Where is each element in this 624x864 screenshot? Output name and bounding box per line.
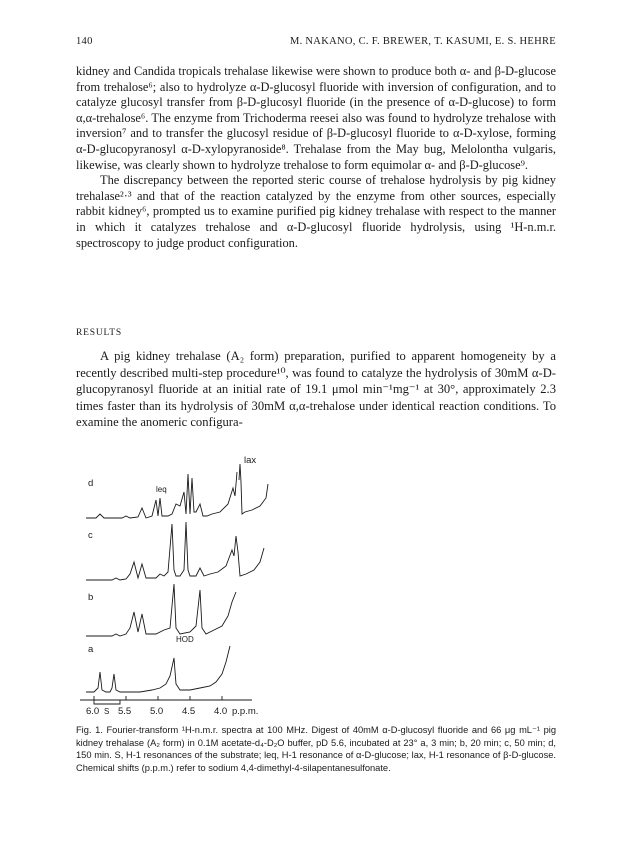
tick-label-6-0: 6.0 [86, 706, 100, 717]
tick-label-5-5: 5.5 [118, 706, 132, 717]
peak-label-leq: leq [156, 485, 167, 494]
spectrum-trace-b [86, 584, 236, 636]
running-head-authors: M. NAKANO, C. F. BREWER, T. KASUMI, E. S. HEHRE [289, 36, 556, 47]
spectrum-trace-d [86, 472, 237, 518]
running-head [76, 36, 556, 52]
paragraph-discrepancy: The discrepancy between the reported steric course of trehalose hydrolysis by pig kidney trehalase²·³ and that of the reaction catalyzed by the enzyme from other sources, especially rabbit kidney⁶, prompted us to examine purified pig kidney trehalase with respect to the manner in which it catalyzes trehalose and α-D-glucosyl fluoride hydrolysis, using ¹H-n.m.r. spectroscopy to judge product configuration. [76, 173, 556, 250]
page-number: 140 [76, 36, 93, 47]
peak-label-lax: lax [244, 455, 257, 466]
trace-label-c: c [88, 530, 93, 541]
nmr-spectra-plot [60, 452, 360, 724]
section-heading-results: RESULTS [76, 328, 122, 338]
tick-label-4-5: 4.5 [182, 706, 196, 717]
axis-unit-ppm: p.p.m. [232, 706, 259, 717]
substrate-bracket [94, 700, 120, 704]
peak-label-hod: HOD [176, 635, 194, 644]
paragraph-intro-continued: kidney and Candida tropicals trehalase likewise were shown to produce both α- and β-D-glucose from trehalose⁶; also to hydrolyze α-D-glucosyl fluoride with inversion of configuration, and to catalyze glucosyl transfer from β-D-glucosyl fluoride (in the presence of α-D-glucose) to form α,α-trehalose⁶. The enzyme from Trichoderma reesei also was found to hydrolyze trehalose with inversion⁷ and to transfer the glucosyl residue of β-D-glucosyl fluoride to α-D-xylose, forming α-D-glucopyranosyl α-D-xylopyranoside⁸. Trehalase from the May bug, Melolontha vulgaris, likewise, was clearly shown to hydrolyze trehalose to form equimolar α- and β-D-glucose⁹. [76, 64, 556, 172]
spectrum-trace-c [86, 522, 264, 580]
paragraph-results: A pig kidney trehalase (A₂ form) preparation, purified to apparent homogeneity by a recently described multi-step procedure¹⁰, was found to catalyze the hydrolysis of 30mM α-D-glucopyranosyl fluoride at an initial rate of 19.1 μmol min⁻¹mg⁻¹ at 30°, approximately 2.3 times faster than its hydrolysis of 30mM α,α-trehalose under identical reaction conditions. To examine the anomeric configura- [76, 349, 556, 429]
tick-label-4-0: 4.0 [214, 706, 228, 717]
peak-label-s: S [104, 707, 110, 716]
trace-label-a: a [88, 644, 94, 655]
spectrum-trace-a [86, 646, 230, 692]
tick-label-5-0: 5.0 [150, 706, 164, 717]
spectrum-trace-d-tail [239, 464, 268, 514]
body-text [76, 64, 556, 251]
figure-nmr-spectra [60, 452, 360, 724]
figure-caption: Fig. 1. Fourier-transform ¹H-n.m.r. spectra at 100 MHz. Digest of 40mM α-D-glucosyl fluoride and 66 μg mL⁻¹ pig kidney trehalase (A₂ form) in 0.1M acetate-d₄-D₂O buffer, pD 5.6, incubated at 23° a, 3 min; b, 20 min; c, 50 min; d, 150 min. S, H-1 resonances of the substrate; leq, H-1 resonance of α-D-glucose; lax, H-1 resonance of β-D-glucose. Chemical shifts (p.p.m.) refer to sodium 4,4-dimethyl-4-silapentanesulfonate. [76, 725, 556, 773]
trace-label-d: d [88, 478, 94, 489]
results-text [76, 348, 556, 431]
trace-label-b: b [88, 592, 94, 603]
